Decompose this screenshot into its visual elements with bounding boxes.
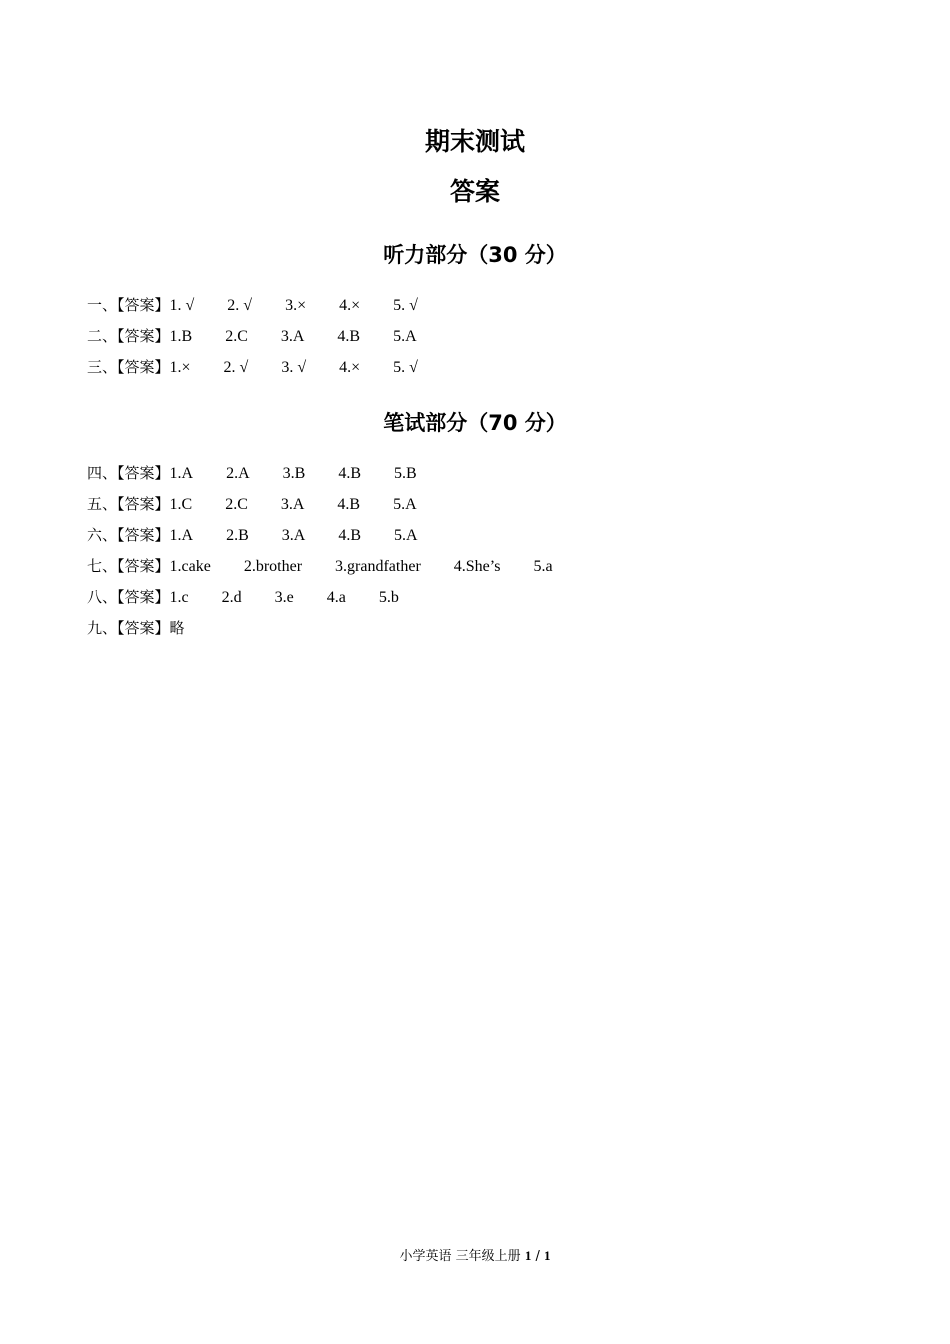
answer-item: 1.B <box>169 328 193 345</box>
answer-row <box>87 586 399 608</box>
answer-row <box>87 356 418 378</box>
answer-item: 3.e <box>274 589 294 606</box>
answer-row <box>87 493 417 515</box>
answer-item: 1.cake <box>169 558 211 575</box>
answer-item: 2.brother <box>243 558 303 575</box>
answer-item: 4.She’s <box>453 558 501 575</box>
answer-item: 1.A <box>169 527 194 544</box>
answer-item: 5.a <box>533 558 553 575</box>
answer-item: 4.B <box>338 527 361 544</box>
answer-item: 5.b <box>378 589 399 606</box>
answer-item: 4.B <box>338 465 361 482</box>
answer-item: 4.× <box>339 359 361 376</box>
answer-item: 3.A <box>280 496 305 513</box>
answer-item: 2. √ <box>223 359 249 376</box>
answer-row <box>87 325 417 347</box>
answer-item: 2.B <box>226 527 249 544</box>
answer-item: 3. √ <box>281 359 307 376</box>
answer-row-prefix: 三、【答案】 <box>87 358 170 376</box>
answer-item: 3.grandfather <box>335 558 421 575</box>
answer-item: 2.d <box>221 589 242 606</box>
answer-row-prefix: 七、【答案】 <box>87 557 170 575</box>
answer-item: 2.A <box>226 465 250 482</box>
answer-row-prefix: 八、【答案】 <box>87 588 170 606</box>
answer-item: 1.A <box>169 465 194 482</box>
answer-item: 2. √ <box>227 297 253 314</box>
answer-item: 4.B <box>337 328 361 345</box>
answer-item: 5.A <box>393 527 418 544</box>
answer-row-prefix: 一、【答案】 <box>87 296 170 314</box>
answer-item: 5.B <box>393 465 417 482</box>
answer-row <box>87 462 417 484</box>
answer-item: 4.× <box>339 297 361 314</box>
answer-row <box>87 555 553 577</box>
answer-item: 5. √ <box>393 297 418 314</box>
answer-row <box>87 294 418 316</box>
answer-row <box>87 524 418 546</box>
footer-grade: 三年级上册 <box>455 1249 521 1264</box>
answer-row <box>87 617 185 639</box>
answer-item: 2.C <box>225 328 248 345</box>
answer-item: 3.A <box>281 527 306 544</box>
document-title: 期末测试 <box>424 127 525 156</box>
footer-subject: 小学英语 <box>399 1249 452 1264</box>
page-number-separator: / <box>535 1249 540 1264</box>
answer-item: 1.c <box>169 589 189 606</box>
document-subtitle: 答案 <box>449 177 500 206</box>
answer-row-prefix: 六、【答案】 <box>87 526 170 544</box>
section-heading-written: 笔试部分（70 分） <box>383 411 567 435</box>
answer-item: 3.A <box>280 328 305 345</box>
answer-item: 2.C <box>225 496 248 513</box>
answer-item: 4.a <box>326 589 346 606</box>
page-number-total: 1 <box>543 1248 551 1263</box>
answer-row-prefix: 九、【答案】 <box>87 619 170 637</box>
answer-item: 1.C <box>169 496 193 513</box>
answer-row-prefix: 五、【答案】 <box>87 495 170 513</box>
page-number-current: 1 <box>524 1248 532 1263</box>
answer-item: 3.B <box>282 465 306 482</box>
answer-item: 1. √ <box>169 297 195 314</box>
answer-row-prefix: 四、【答案】 <box>87 464 170 482</box>
answer-item: 3.× <box>285 297 307 314</box>
answer-item: 5.A <box>393 328 417 345</box>
section-heading-listening: 听力部分（30 分） <box>383 243 567 267</box>
answer-item: 1.× <box>169 359 191 376</box>
answer-item: 5.A <box>393 496 417 513</box>
answer-item: 5. √ <box>393 359 418 376</box>
answer-item: 略 <box>169 621 185 637</box>
answer-row-prefix: 二、【答案】 <box>87 327 170 345</box>
answer-item: 4.B <box>337 496 361 513</box>
page-footer <box>0 1245 950 1264</box>
